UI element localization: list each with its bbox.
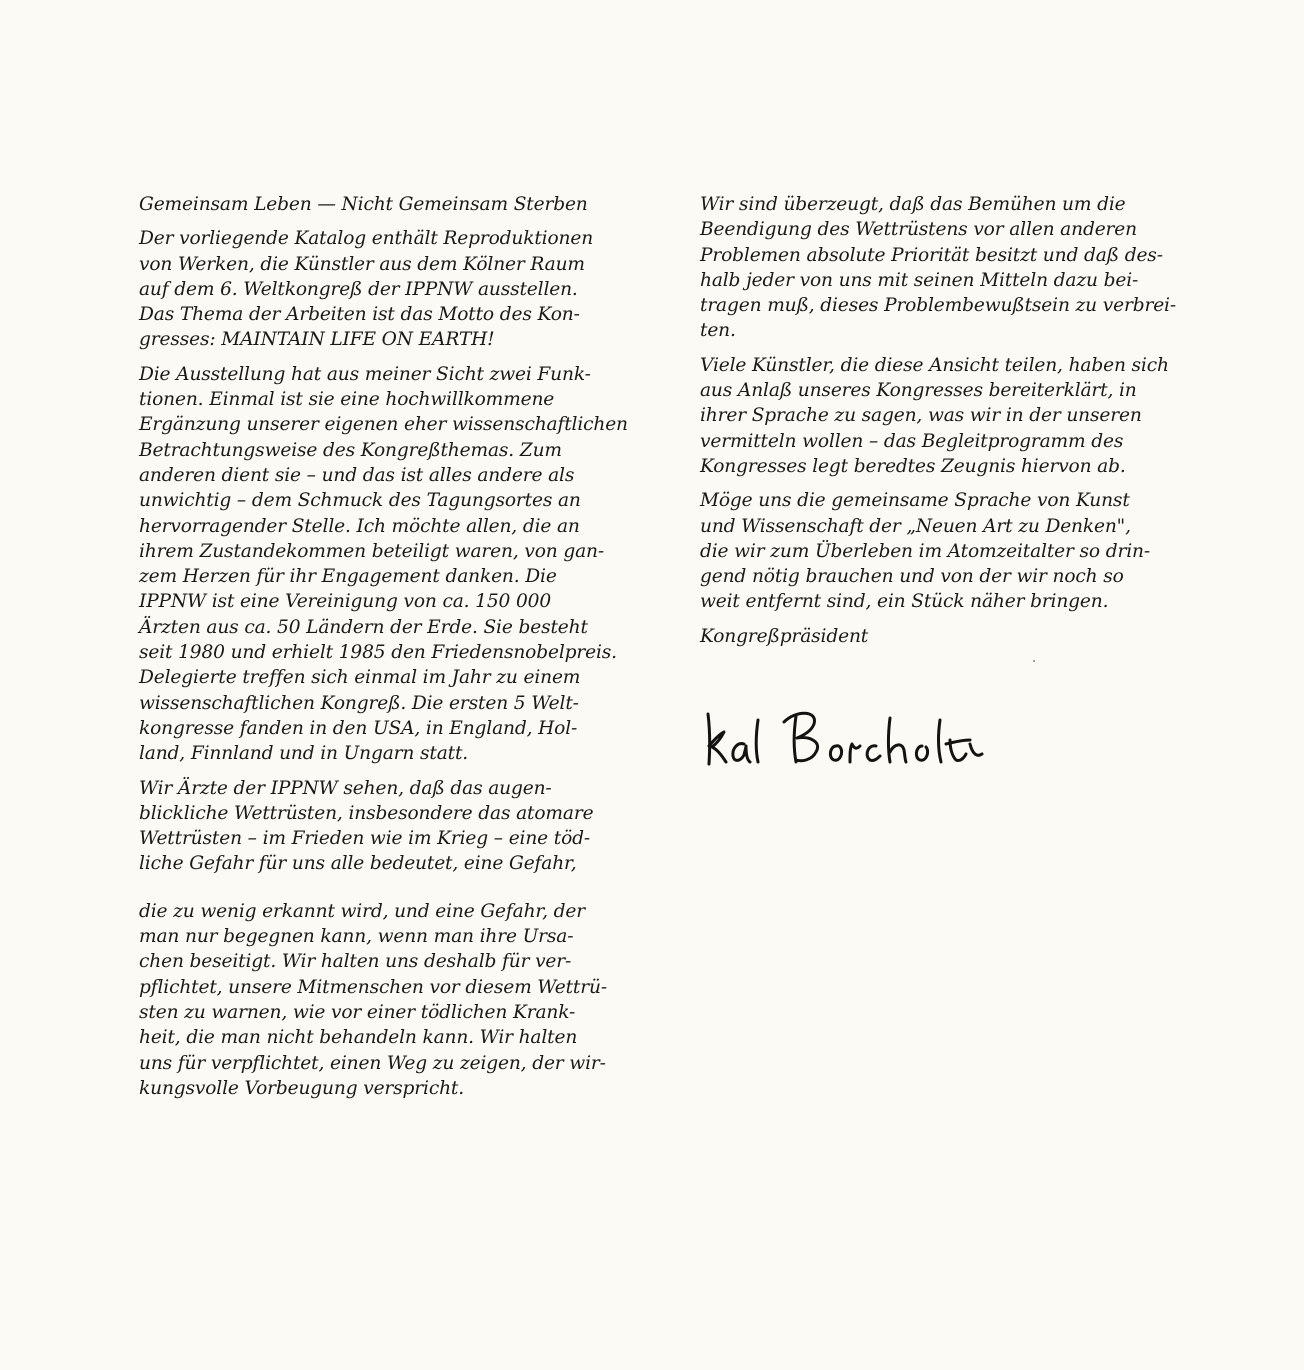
paragraph-6	[700, 353, 1170, 479]
text-line: tionen. Einmal ist sie eine hochwillkommene	[139, 389, 555, 411]
text-line: Viele Künstler, die diese Ansicht teilen, haben sich	[700, 354, 1169, 376]
text-line: heit, die man nicht behandeln kann. Wir halten	[139, 1027, 578, 1049]
text-line: Problemen absolute Priorität besitzt und daß des-	[700, 244, 1163, 266]
text-line: Betrachtungsweise des Kongreßthemas. Zum	[139, 439, 562, 461]
paragraph-3	[139, 776, 609, 877]
text-line: Ärzten aus ca. 50 Ländern der Erde. Sie besteht	[139, 616, 588, 638]
text-line: land, Finnland und in Ungarn statt.	[139, 743, 469, 765]
text-line: kongresse fanden in den USA, in England, Hol-	[139, 717, 578, 739]
signature-icon	[700, 700, 990, 780]
text-line: und Wissenschaft der „Neuen Art zu Denken",	[700, 515, 1131, 537]
text-line: man nur begegnen kann, wenn man ihre Ursa-	[139, 926, 574, 948]
right-column	[700, 192, 1176, 658]
text-line: Delegierte treffen sich einmal im Jahr zu einem	[139, 667, 581, 689]
paragraph-7	[700, 488, 1170, 614]
text-line: uns für verpflichtet, einen Weg zu zeigen, der wir-	[139, 1052, 606, 1074]
text-line: vermitteln wollen – das Begleitprogramm des	[700, 430, 1124, 452]
text-line: ihrem Zustandekommen beteiligt waren, von gan-	[139, 540, 604, 562]
text-line: aus Anlaß unseres Kongresses bereiterklärt, in	[700, 380, 1137, 402]
text-line: die wir zum Überleben im Atomzeitalter so drin-	[700, 540, 1150, 562]
text-line: Die Ausstellung hat aus meiner Sicht zwei Funk-	[139, 363, 591, 385]
paper-speck	[1033, 660, 1035, 662]
text-line: Das Thema der Arbeiten ist das Motto des Kon-	[139, 304, 580, 326]
text-line: wissenschaftlichen Kongreß. Die ersten 5 Welt-	[139, 692, 579, 714]
text-line: Ergänzung unserer eigenen eher wissenschaftlichen	[139, 414, 628, 436]
title-line: Gemeinsam Leben — Nicht Gemeinsam Sterben	[139, 194, 588, 215]
text-line: anderen dient sie – und das ist alles andere als	[139, 464, 575, 486]
text-line: IPPNW ist eine Vereinigung von ca. 150 000	[139, 591, 552, 613]
paragraph-5	[700, 192, 1176, 344]
text-line: blickliche Wettrüsten, insbesondere das atomare	[139, 802, 594, 824]
text-line: unwichtig – dem Schmuck des Tagungsortes an	[139, 490, 581, 512]
text-line: von Werken, die Künstler aus dem Kölner Raum	[139, 253, 585, 275]
text-line: tragen muß, dieses Problembewußtsein zu verbrei-	[700, 295, 1176, 317]
text-line: Kongresses legt beredtes Zeugnis hiervon ab.	[700, 455, 1126, 477]
text-line: zem Herzen für ihr Engagement danken. Die	[139, 566, 557, 588]
text-line: seit 1980 und erhielt 1985 den Friedensnobelpreis.	[139, 642, 617, 664]
paragraph-4	[139, 899, 609, 1101]
text-line: gresses: MAINTAIN LIFE ON EARTH!	[139, 329, 495, 351]
text-line: pflichtet, unsere Mitmenschen vor diesem Wettrü-	[139, 976, 607, 998]
text-line: auf dem 6. Weltkongreß der IPPNW ausstellen.	[139, 278, 578, 300]
text-line: gend nötig brauchen und von der wir noch so	[700, 566, 1124, 588]
signatory-role	[700, 624, 1170, 649]
text-line: Wettrüsten – im Frieden wie im Krieg – eine töd-	[139, 828, 591, 850]
text-line: Wir sind überzeugt, daß das Bemühen um die	[700, 194, 1126, 215]
paragraph-1	[139, 226, 609, 352]
text-line: liche Gefahr für uns alle bedeutet, eine Gefahr,	[139, 853, 577, 875]
text-line: Beendigung des Wettrüstens vor allen anderen	[700, 219, 1137, 241]
text-line: kungsvolle Vorbeugung verspricht.	[139, 1077, 465, 1099]
document-title	[139, 192, 609, 217]
text-line: halb jeder von uns mit seinen Mitteln dazu bei-	[700, 269, 1139, 291]
text-line: chen beseitigt. Wir halten uns deshalb für ver-	[139, 951, 572, 973]
text-line: hervorragender Stelle. Ich möchte allen, die an	[139, 515, 580, 537]
left-column	[139, 192, 628, 1110]
text-line: Der vorliegende Katalog enthält Reproduktionen	[139, 228, 594, 250]
text-line: sten zu warnen, wie vor einer tödlichen Krank-	[139, 1001, 576, 1023]
text-line: ihrer Sprache zu sagen, was wir in der unseren	[700, 405, 1142, 427]
text-line: Möge uns die gemeinsame Sprache von Kunst	[700, 490, 1130, 512]
role-line: Kongreßpräsident	[700, 625, 869, 647]
text-line: ten.	[700, 320, 736, 342]
text-line: die zu wenig erkannt wird, und eine Gefahr, der	[139, 900, 585, 922]
paragraph-2	[139, 362, 628, 767]
text-line: Wir Ärzte der IPPNW sehen, daß das augen-	[139, 777, 552, 799]
text-line: weit entfernt sind, ein Stück näher bringen.	[700, 591, 1109, 613]
